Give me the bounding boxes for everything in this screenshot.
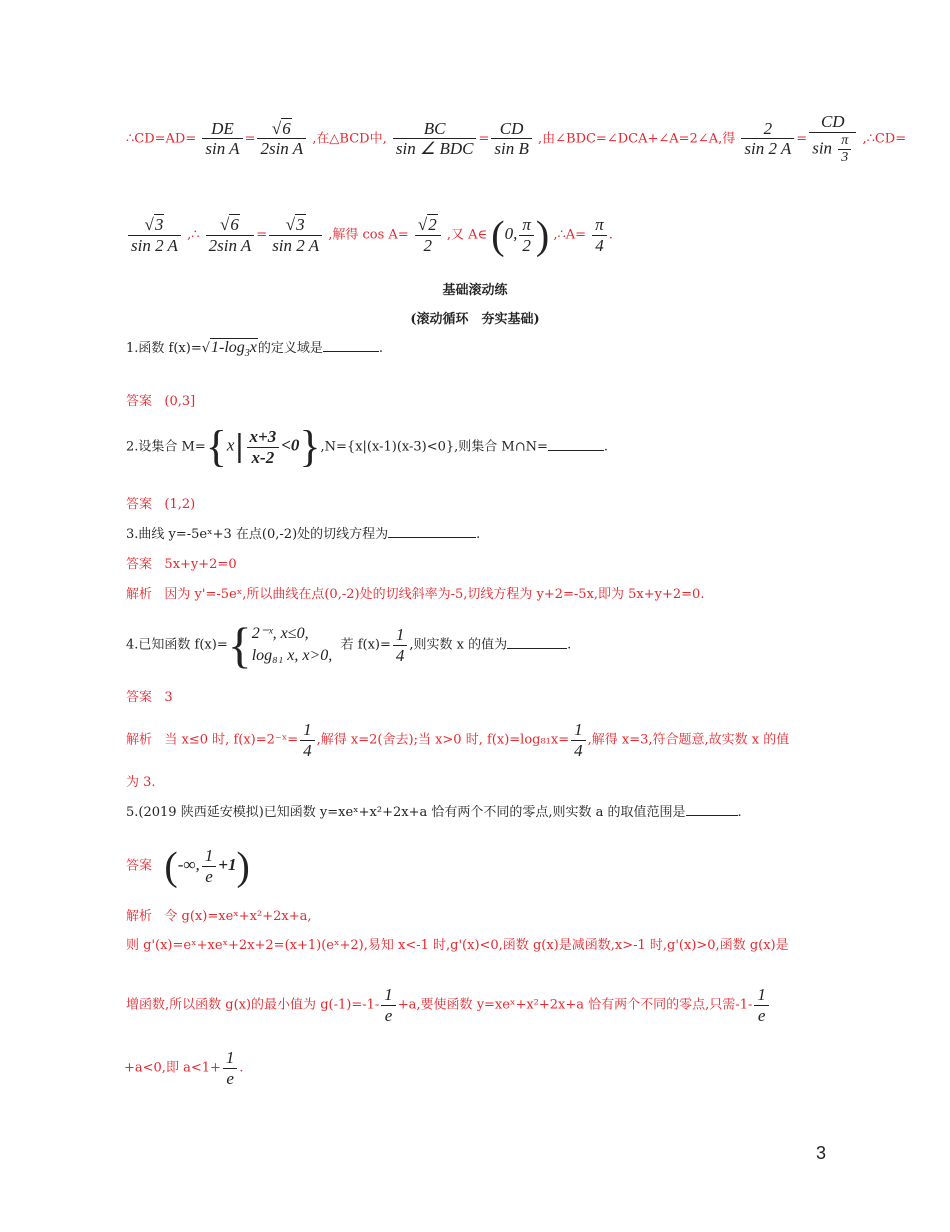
answer-blank bbox=[686, 815, 738, 816]
fraction: $\frac{DE}{\text{sin A}}$ bbox=[202, 119, 242, 159]
question-3: 3.曲线 y=-5eˣ+3 在点(0,-2)处的切线方程为 . bbox=[126, 527, 481, 542]
solution-line-2: $\frac{√3}{\sin 2 A}$ ,∴ $\frac{√6}{\text{2sin A}}$ = $\frac{√3}{\sin 2 A}$ ,解得 cos A= $\frac{√2}{2}$ ,又 A∈ (0, $\frac{\pi}{2}$ ) ,∴A= $\frac{\pi}{4}$ . bbox=[126, 215, 613, 255]
fraction: $\frac{√3}{\sin 2 A}$ bbox=[269, 215, 322, 255]
fraction: $\frac{CD}{\text{sin B}}$ bbox=[491, 119, 531, 159]
fraction: $\frac{√2}{2}$ bbox=[415, 215, 441, 255]
answer-1: 答案 (0,3] bbox=[126, 394, 196, 409]
answer-5: 答案 (-∞, $\frac{1}{e}$ +1) bbox=[126, 843, 250, 889]
fraction: CD sin $\frac{\pi}{3}$ bbox=[809, 112, 856, 166]
fraction: $\frac{x+3}{x-2}$ bbox=[247, 427, 280, 467]
answer-3: 答案 5x+y+2=0 bbox=[126, 557, 237, 572]
fraction: $\frac{1}{4}$ bbox=[300, 720, 315, 760]
fraction: $\frac{√6}{\text{2sin A}}$ bbox=[257, 119, 306, 159]
question-4: 4.已知函数 f(x)={ 2⁻ˣ, x≤0, log₈₁ x, x>0, 若 f(x)= $\frac{1}{4}$ ,则实数 x 的值为 . bbox=[126, 617, 572, 673]
analysis-4: 解析 当 x≤0 时, f(x)=2⁻ˣ= $\frac{1}{4}$ ,解得 x=2(舍去);当 x>0 时, f(x)=log₈₁x= $\frac{1}{4}$ ,解得 x=3,符合题意,故实数 x 的值 bbox=[126, 720, 790, 760]
fraction: $\frac{1}{e}$ bbox=[202, 846, 217, 886]
fraction: $\frac{1}{e}$ bbox=[754, 985, 769, 1025]
section-title: 基础滚动练 bbox=[442, 283, 508, 298]
fraction: $\frac{\pi}{4}$ bbox=[592, 215, 607, 255]
answer-4: 答案 3 bbox=[126, 690, 173, 705]
fraction: $\frac{\pi}{2}$ bbox=[519, 215, 534, 255]
solution-line-1: ∴CD=AD= $\frac{DE}{\text{sin A}}$ = $\frac{√6}{\text{2sin A}}$ ,在△BCD中, $\frac{BC}{\text{sin ∠ BDC}}$ = $\frac{CD}{\text{sin B}}$ ,由∠BDC=∠DCA+∠A=2∠A,得 $\frac{2}{\sin 2 A}$ = CD sin $\frac{\pi}{3}$ ,∴CD= bbox=[126, 112, 907, 165]
analysis-5-line-2: 则 g'(x)=eˣ+xeˣ+2x+2=(x+1)(eˣ+2),易知 x<-1 时,g'(x)<0,函数 g(x)是减函数,x>-1 时,g'(x)>0,函数 g(x)是 bbox=[126, 938, 789, 953]
answer-blank bbox=[507, 648, 567, 649]
answer-blank bbox=[548, 450, 604, 451]
analysis-3: 解析 因为 y'=-5eˣ,所以曲线在点(0,-2)处的切线斜率为-5,切线方程为 y+2=-5x,即为 5x+y+2=0. bbox=[126, 587, 705, 602]
fraction: $\frac{BC}{\text{sin ∠ BDC}}$ bbox=[393, 119, 477, 159]
fraction: $\frac{2}{\sin 2 A}$ bbox=[741, 119, 794, 159]
answer-2: 答案 (1,2) bbox=[126, 497, 196, 512]
fraction: $\frac{√3}{\sin 2 A}$ bbox=[128, 215, 181, 255]
fraction: $\frac{√6}{\text{2sin A}}$ bbox=[206, 215, 255, 255]
question-2: 2.设集合 M={x| $\frac{x+3}{x-2}$ <0},N={x|(x-1)(x-3)<0},则集合 M∩N= . bbox=[126, 422, 609, 471]
question-5: 5.(2019 陕西延安模拟)已知函数 y=xeˣ+x²+2x+a 恰有两个不同的零点,则实数 a 的取值范围是 . bbox=[126, 805, 742, 820]
answer-blank bbox=[323, 351, 379, 352]
page-number: 3 bbox=[815, 1143, 826, 1163]
question-1: 1.函数 $f(x)=√1-\log_3x$的定义域是 . bbox=[126, 339, 384, 360]
analysis-4-cont: 为 3. bbox=[126, 775, 156, 790]
analysis-5: 解析 令 g(x)=xeˣ+x²+2x+a, bbox=[126, 909, 312, 924]
fraction: $\frac{1}{4}$ bbox=[571, 720, 586, 760]
fraction: $\frac{1}{e}$ bbox=[381, 985, 396, 1025]
answer-blank bbox=[388, 537, 476, 538]
analysis-5-line-4: +a<0,即 a<1+ $\frac{1}{e}$ . bbox=[124, 1048, 244, 1088]
analysis-5-line-3: 增函数,所以函数 g(x)的最小值为 g(-1)=-1- $\frac{1}{e}$ +a,要使函数 y=xeˣ+x²+2x+a 恰有两个不同的零点,只需-1- $\frac{1}{e}$ bbox=[126, 985, 771, 1025]
fraction: $\frac{1}{e}$ bbox=[223, 1048, 238, 1088]
section-subtitle: (滚动循环 夯实基础) bbox=[410, 312, 540, 327]
fraction: $\frac{1}{4}$ bbox=[393, 625, 408, 665]
